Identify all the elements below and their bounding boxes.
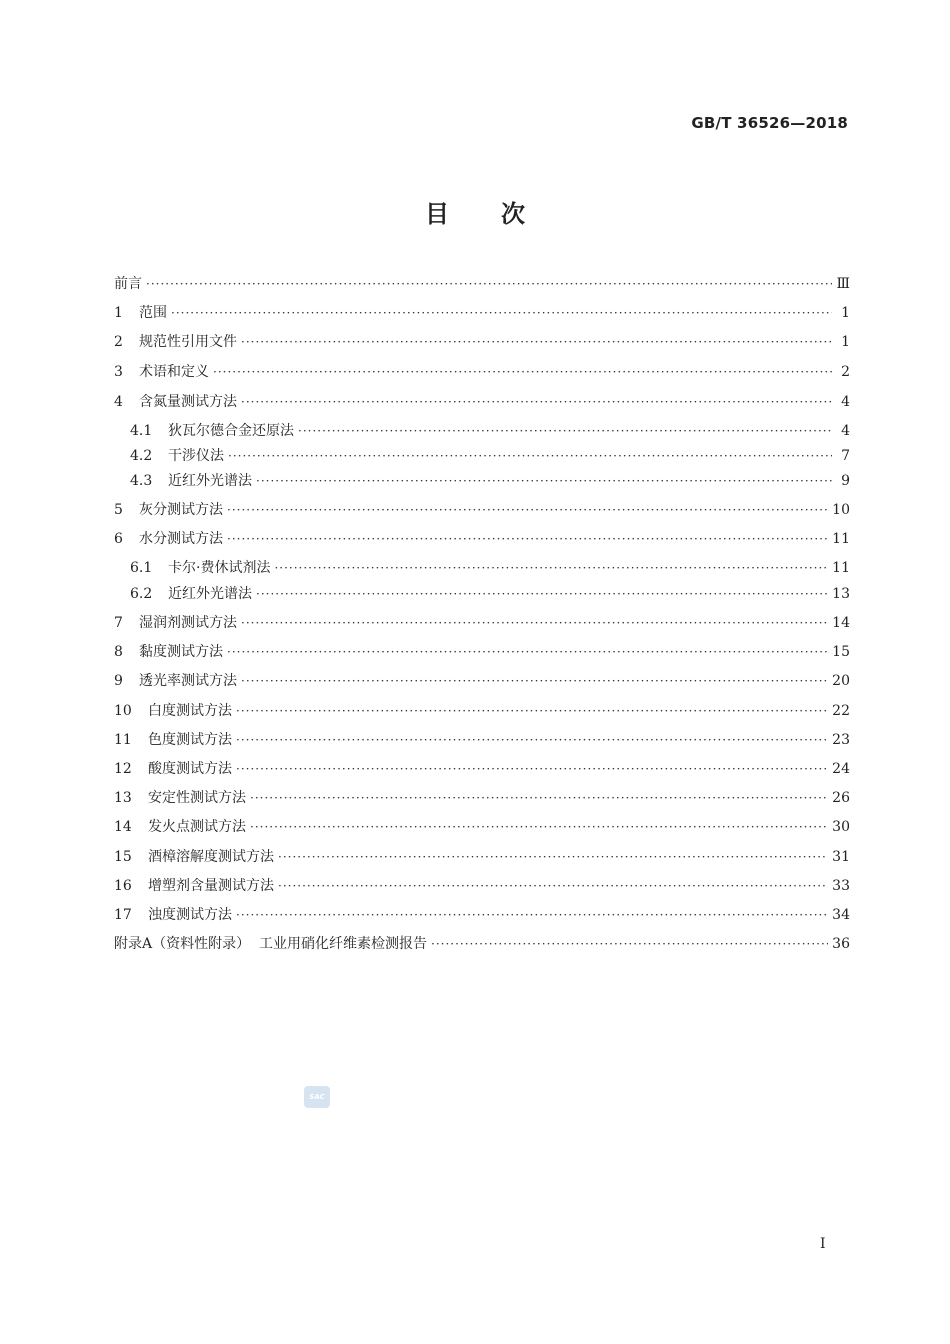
toc-entry[interactable] (114, 274, 850, 294)
toc-entry-number: 13 (114, 790, 132, 806)
page-title: 目次 (425, 200, 577, 228)
toc-leader-dots (228, 446, 832, 466)
toc-entry-number: 4.2 (130, 448, 153, 464)
toc-leader-dots (278, 876, 828, 896)
toc-entry-label: 湿润剂测试方法 (139, 615, 237, 631)
toc-entry-number: 4.3 (130, 473, 153, 489)
toc-leader-dots (227, 642, 828, 662)
toc-entry-label: 附录A（资料性附录） 工业用硝化纤维素检测报告 (114, 936, 428, 952)
toc-entry-label: 卡尔·费休试剂法 (168, 560, 271, 576)
toc-leader-dots (250, 788, 828, 808)
toc-entry-number: 6.1 (130, 560, 153, 576)
toc-entry-page: 15 (832, 644, 850, 660)
toc-entry-page: 13 (832, 586, 850, 602)
toc-entry-label: 前言 (114, 276, 142, 292)
toc-entry-label: 规范性引用文件 (139, 334, 237, 350)
toc-entry-page: 24 (832, 761, 850, 777)
toc-entry-label: 浊度测试方法 (148, 907, 232, 923)
toc-entry-label: 近红外光谱法 (168, 473, 252, 489)
toc-entry[interactable] (114, 529, 850, 549)
toc-entry[interactable] (114, 671, 850, 691)
toc-entry[interactable] (130, 446, 850, 466)
toc-entry-page: 10 (832, 502, 850, 518)
toc-entry-number: 16 (114, 878, 132, 894)
toc-entry-number: 4.1 (130, 423, 153, 439)
toc-leader-dots (236, 730, 828, 750)
toc-entry-number: 11 (114, 732, 132, 748)
toc-entry-page: Ⅲ (836, 276, 850, 292)
toc-entry[interactable] (114, 362, 850, 382)
toc-entry-page: 30 (832, 819, 850, 835)
toc-entry-label: 狄瓦尔德合金还原法 (168, 423, 294, 439)
toc-entry[interactable] (114, 788, 850, 808)
toc-entry-number: 4 (114, 394, 123, 410)
toc-entry-label: 安定性测试方法 (148, 790, 246, 806)
toc-leader-dots (278, 847, 828, 867)
toc-entry-page: 1 (841, 334, 850, 350)
toc-entry[interactable] (130, 558, 850, 578)
toc-entry-number: 2 (114, 334, 123, 350)
toc-leader-dots (227, 529, 828, 549)
toc-leader-dots (236, 905, 828, 925)
toc-entry-page: 4 (841, 423, 850, 439)
toc-entry-number: 5 (114, 502, 123, 518)
toc-entry-number: 15 (114, 849, 132, 865)
toc-entry[interactable] (114, 613, 850, 633)
toc-entry[interactable] (114, 332, 850, 352)
toc-entry-page: 1 (841, 305, 850, 321)
sac-watermark-logo: SAC (304, 1086, 330, 1108)
toc-leader-dots (146, 274, 832, 294)
toc-entry-number: 10 (114, 703, 132, 719)
toc-entry-page: 2 (841, 364, 850, 380)
toc-entry-page: 7 (841, 448, 850, 464)
standard-code: GB/T 36526—2018 (691, 114, 848, 132)
toc-entry-label: 酸度测试方法 (148, 761, 232, 777)
toc-leader-dots (298, 421, 832, 441)
toc-leader-dots (227, 500, 828, 520)
toc-entry-label: 增塑剂含量测试方法 (148, 878, 274, 894)
toc-entry-label: 发火点测试方法 (148, 819, 246, 835)
toc-entry[interactable] (130, 584, 850, 604)
toc-leader-dots (256, 584, 828, 604)
toc-entry-label: 范围 (139, 305, 167, 321)
toc-entry-page: 11 (832, 531, 850, 547)
toc-leader-dots (241, 671, 828, 691)
toc-entry-number: 9 (114, 673, 123, 689)
toc-entry[interactable] (114, 934, 850, 954)
toc-entry-label: 酒樟溶解度测试方法 (148, 849, 274, 865)
toc-entry[interactable] (114, 905, 850, 925)
toc-leader-dots (274, 558, 828, 578)
toc-entry[interactable] (114, 642, 850, 662)
toc-entry-label: 含氮量测试方法 (139, 394, 237, 410)
toc-entry[interactable] (114, 847, 850, 867)
toc-entry-number: 14 (114, 819, 132, 835)
toc-entry[interactable] (130, 471, 850, 491)
toc-leader-dots (236, 759, 828, 779)
toc-entry-label: 水分测试方法 (139, 531, 223, 547)
toc-entry-number: 8 (114, 644, 123, 660)
toc-entry[interactable] (130, 421, 850, 441)
toc-entry-page: 23 (832, 732, 850, 748)
toc-entry-label: 术语和定义 (139, 364, 209, 380)
toc-entry[interactable] (114, 392, 850, 412)
toc-entry-number: 12 (114, 761, 132, 777)
page-number: I (820, 1236, 826, 1252)
toc-entry-label: 色度测试方法 (148, 732, 232, 748)
toc-entry-page: 31 (832, 849, 850, 865)
toc-entry-number: 7 (114, 615, 123, 631)
toc-entry-page: 20 (832, 673, 850, 689)
toc-entry-page: 34 (832, 907, 850, 923)
toc-entry[interactable] (114, 817, 850, 837)
toc-leader-dots (241, 613, 828, 633)
toc-entry-page: 4 (841, 394, 850, 410)
toc-entry[interactable] (114, 303, 850, 323)
toc-entry[interactable] (114, 500, 850, 520)
toc-entry-page: 26 (832, 790, 850, 806)
toc-entry-page: 14 (832, 615, 850, 631)
toc-entry[interactable] (114, 759, 850, 779)
toc-leader-dots (250, 817, 828, 837)
toc-leader-dots (431, 934, 828, 954)
toc-leader-dots (241, 392, 832, 412)
toc-leader-dots (236, 701, 828, 721)
toc-entry-page: 36 (832, 936, 850, 952)
toc-entry[interactable] (114, 730, 850, 750)
toc-entry[interactable] (114, 876, 850, 896)
toc-entry-label: 灰分测试方法 (139, 502, 223, 518)
toc-entry-number: 3 (114, 364, 123, 380)
toc-leader-dots (256, 471, 832, 491)
toc-leader-dots (213, 362, 832, 382)
toc-entry-label: 干涉仪法 (168, 448, 224, 464)
toc-entry-label: 白度测试方法 (148, 703, 232, 719)
toc-entry-label: 黏度测试方法 (139, 644, 223, 660)
toc-entry-number: 6.2 (130, 586, 153, 602)
toc-entry-page: 11 (832, 560, 850, 576)
toc-entry[interactable] (114, 701, 850, 721)
toc-entry-number: 6 (114, 531, 123, 547)
toc-entry-page: 22 (832, 703, 850, 719)
toc-entry-page: 9 (841, 473, 850, 489)
toc-leader-dots (171, 303, 832, 323)
toc-entry-label: 透光率测试方法 (139, 673, 237, 689)
toc-entry-number: 17 (114, 907, 132, 923)
toc-leader-dots (241, 332, 832, 352)
toc-entry-page: 33 (832, 878, 850, 894)
toc-entry-number: 1 (114, 305, 123, 321)
toc-entry-label: 近红外光谱法 (168, 586, 252, 602)
